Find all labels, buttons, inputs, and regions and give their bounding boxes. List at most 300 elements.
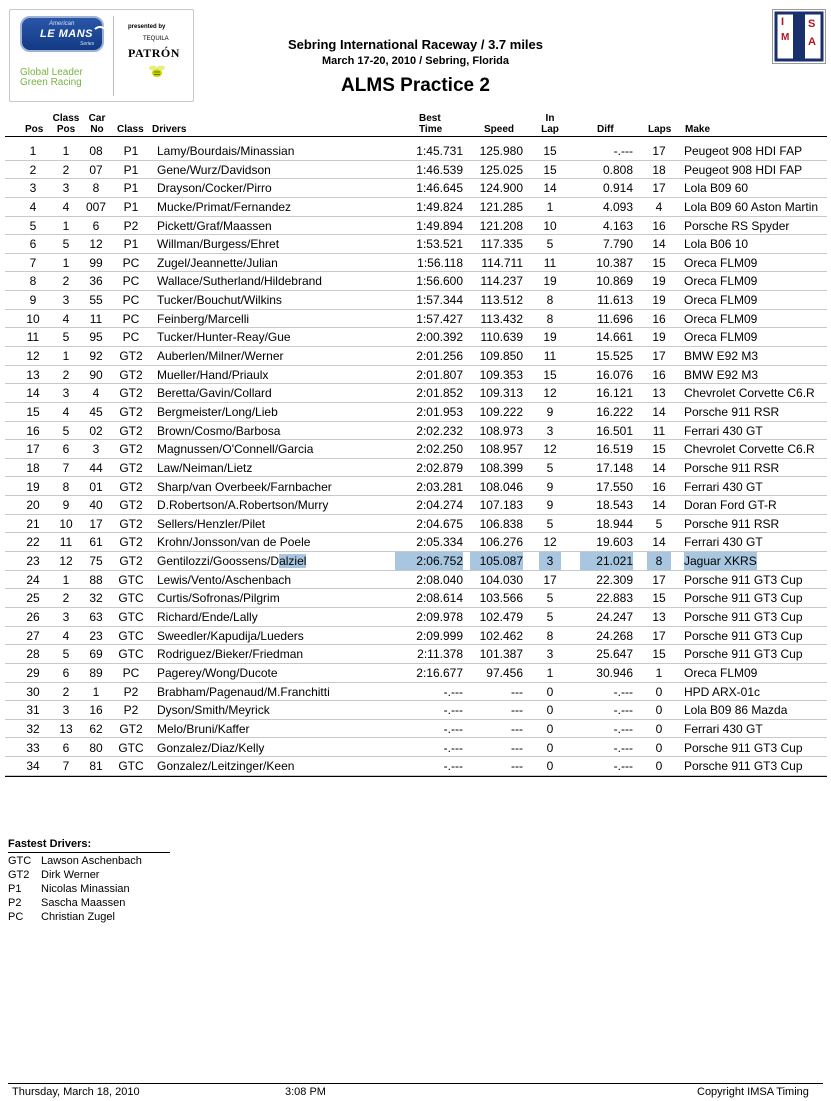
cell-in-lap: 9 <box>546 404 554 419</box>
cell-drivers: Lewis/Vento/Aschenbach <box>157 572 292 587</box>
cell-speed: 109.313 <box>479 386 523 401</box>
cell-best-time: 2:01.256 <box>416 349 463 364</box>
fastest-driver-name: Sascha Maassen <box>41 897 126 909</box>
cell-class: P1 <box>123 199 139 214</box>
cell-in-lap: 0 <box>546 721 554 736</box>
cell-class: PC <box>122 311 140 326</box>
cell-diff: 19.603 <box>596 535 633 550</box>
cell-class: GTC <box>118 610 144 625</box>
table-end-rule <box>5 776 827 777</box>
cell-car-no: 62 <box>89 721 103 736</box>
cell-in-lap: 15 <box>543 144 557 158</box>
cell-best-time: -.--- <box>443 721 463 736</box>
cell-make: Peugeot 908 HDI FAP <box>684 162 803 177</box>
cell-best-time: 2:01.807 <box>416 367 463 382</box>
cell-class: GT2 <box>119 460 143 475</box>
fastest-driver-class: GTC <box>8 855 32 867</box>
cell-laps: 14 <box>652 404 666 419</box>
cell-in-lap: 12 <box>543 386 557 401</box>
table-row <box>0 403 831 422</box>
cell-laps: 15 <box>652 255 666 270</box>
cell-pos: 30 <box>26 684 40 699</box>
table-row <box>0 459 831 478</box>
cell-pos: 16 <box>26 423 40 438</box>
cell-class-pos: 1 <box>62 144 70 158</box>
cell-class-pos: 11 <box>59 535 73 550</box>
cell-in-lap: 5 <box>546 516 554 531</box>
table-row <box>0 478 831 497</box>
cell-drivers: Feinberg/Marcelli <box>157 311 250 326</box>
cell-best-time: 1:56.600 <box>416 274 463 289</box>
cell-best-time: -.--- <box>443 759 463 774</box>
table-row <box>0 272 831 291</box>
imsa-letter-m: M <box>781 32 790 43</box>
cell-speed: --- <box>511 759 523 774</box>
cell-pos: 6 <box>29 237 37 252</box>
page-title: ALMS Practice 2 <box>341 75 490 96</box>
cell-class-pos: 5 <box>62 330 70 345</box>
cell-class-pos: 12 <box>59 554 73 569</box>
cell-make: Porsche RS Spyder <box>684 218 790 233</box>
cell-pos: 14 <box>26 386 40 401</box>
cell-class-pos: 2 <box>62 162 70 177</box>
cell-class: GT2 <box>119 721 143 736</box>
cell-class: GTC <box>118 647 144 662</box>
cell-best-time: 2:06.752 <box>395 552 463 570</box>
cell-laps: 15 <box>652 591 666 606</box>
cell-car-no: 88 <box>89 572 103 587</box>
cell-make: BMW E92 M3 <box>684 367 759 382</box>
cell-best-time: 2:04.274 <box>416 498 463 513</box>
cell-make: Porsche 911 GT3 Cup <box>684 591 803 606</box>
cell-car-no: 02 <box>89 423 103 438</box>
fastest-driver-class: P2 <box>8 897 22 909</box>
table-row <box>0 217 831 236</box>
cell-class: GT2 <box>119 516 143 531</box>
cell-car-no: 81 <box>89 759 103 774</box>
cell-pos: 33 <box>26 740 40 755</box>
cell-class-pos: 3 <box>62 181 70 196</box>
col-header-make: Make <box>685 124 711 135</box>
cell-pos: 24 <box>26 572 40 587</box>
cell-make: Ferrari 430 GT <box>684 423 763 438</box>
cell-best-time: 2:02.879 <box>416 460 463 475</box>
cell-diff: -.--- <box>613 759 633 774</box>
cell-diff: 18.543 <box>596 498 633 513</box>
col-header-class-pos-line1: Class <box>52 113 80 124</box>
cell-car-no: 40 <box>89 498 103 513</box>
cell-pos: 12 <box>26 349 40 364</box>
header-rule <box>5 136 827 137</box>
cell-diff: 0.914 <box>602 181 633 196</box>
cell-drivers: Tucker/Bouchut/Wilkins <box>157 293 282 308</box>
alms-logo-series-text: Series <box>80 41 95 47</box>
tagline-line-2: Green Racing <box>20 77 82 88</box>
cell-car-no: 12 <box>89 237 103 252</box>
cell-make: Oreca FLM09 <box>684 255 758 270</box>
fastest-driver-item <box>8 869 208 883</box>
table-row <box>0 254 831 273</box>
cell-class: GT2 <box>119 404 143 419</box>
cell-diff: 11.696 <box>597 311 633 326</box>
fastest-driver-name: Lawson Aschenbach <box>41 855 142 867</box>
cell-in-lap: 5 <box>546 460 554 475</box>
cell-laps: 19 <box>652 330 666 345</box>
table-row <box>0 552 831 571</box>
cell-in-lap: 5 <box>546 237 554 252</box>
fastest-driver-item <box>8 855 208 869</box>
cell-in-lap: 0 <box>546 740 554 755</box>
cell-laps: 14 <box>652 237 666 252</box>
cell-make: Porsche 911 RSR <box>684 516 780 531</box>
cell-diff: -.--- <box>613 144 633 158</box>
sponsor-tequila: TEQUILA <box>143 36 169 42</box>
cell-pos: 11 <box>26 330 40 345</box>
cell-speed: 97.456 <box>486 665 523 680</box>
table-row <box>0 571 831 590</box>
cell-pos: 19 <box>26 479 40 494</box>
cell-pos: 4 <box>29 199 37 214</box>
cell-best-time: 2:16.677 <box>416 665 463 680</box>
cell-laps: 0 <box>655 759 663 774</box>
cell-pos: 17 <box>26 442 40 457</box>
cell-in-lap: 0 <box>546 703 554 718</box>
cell-make: Porsche 911 GT3 Cup <box>684 759 803 774</box>
cell-class-pos: 2 <box>62 684 70 699</box>
cell-class-pos: 9 <box>62 498 70 513</box>
cell-best-time: 2:09.978 <box>416 610 463 625</box>
cell-car-no: 80 <box>89 740 103 755</box>
cell-diff: 11.613 <box>597 293 633 308</box>
cell-speed: --- <box>511 740 523 755</box>
cell-class: PC <box>122 665 140 680</box>
cell-speed: 125.025 <box>479 162 523 177</box>
col-header-diff: Diff <box>597 124 614 135</box>
tagline-line-1: Global Leader <box>20 67 83 78</box>
cell-class: GT2 <box>119 498 143 513</box>
cell-diff: 15.525 <box>596 349 633 364</box>
cell-class-pos: 4 <box>62 628 70 643</box>
cell-best-time: 2:00.392 <box>416 330 463 345</box>
cell-class: P2 <box>123 218 139 233</box>
cell-laps: 17 <box>652 628 666 643</box>
table-row <box>0 496 831 515</box>
cell-make: Peugeot 908 HDI FAP <box>684 144 803 158</box>
cell-drivers: Richard/Ende/Lally <box>157 610 258 625</box>
cell-class-pos: 4 <box>62 404 70 419</box>
imsa-letter-i: I <box>781 16 785 28</box>
cell-laps: 13 <box>652 386 666 401</box>
table-row <box>0 161 831 180</box>
cell-car-no: 32 <box>89 591 103 606</box>
cell-drivers: Bergmeister/Long/Lieb <box>157 404 278 419</box>
col-header-car-no-line2: No <box>90 124 104 135</box>
cell-class: GTC <box>118 740 144 755</box>
fastest-driver-name: Dirk Werner <box>41 869 100 881</box>
cell-car-no: 6 <box>92 218 100 233</box>
table-row <box>0 664 831 683</box>
cell-make: Oreca FLM09 <box>684 293 758 308</box>
cell-pos: 28 <box>26 647 40 662</box>
cell-laps: 19 <box>652 293 666 308</box>
cell-speed: 121.208 <box>479 218 523 233</box>
cell-drivers: Sellers/Henzler/Pilet <box>157 516 266 531</box>
table-row <box>0 720 831 739</box>
cell-best-time: 2:02.250 <box>416 442 463 457</box>
cell-pos: 31 <box>26 703 40 718</box>
cell-diff: 22.309 <box>596 572 633 587</box>
cell-speed: 113.512 <box>480 293 523 308</box>
cell-drivers: Dyson/Smith/Meyrick <box>157 703 270 718</box>
cell-make: Doran Ford GT-R <box>684 498 777 513</box>
cell-class-pos: 10 <box>59 516 73 531</box>
cell-car-no: 11 <box>89 311 103 326</box>
cell-in-lap: 9 <box>546 479 554 494</box>
cell-best-time: 1:56.118 <box>417 255 463 270</box>
cell-make: Lola B06 10 <box>684 237 749 252</box>
cell-car-no: 90 <box>89 367 103 382</box>
cell-diff: 4.093 <box>602 199 633 214</box>
cell-class-pos: 5 <box>62 237 70 252</box>
cell-class: GT2 <box>119 479 143 494</box>
cell-drivers: Zugel/Jeannette/Julian <box>157 255 278 270</box>
cell-in-lap: 10 <box>543 218 557 233</box>
cell-class: P2 <box>123 684 139 699</box>
cell-car-no: 45 <box>89 404 103 419</box>
cell-make: Porsche 911 RSR <box>684 404 780 419</box>
cell-class: P1 <box>123 162 139 177</box>
cell-in-lap: 12 <box>543 535 557 550</box>
cell-class-pos: 5 <box>62 423 70 438</box>
cell-make: Oreca FLM09 <box>684 311 758 326</box>
cell-speed: 108.957 <box>479 442 523 457</box>
cell-laps: 17 <box>652 144 666 158</box>
cell-speed: 114.711 <box>481 255 523 270</box>
footer-date: Thursday, March 18, 2010 <box>12 1086 140 1098</box>
cell-make: Lola B09 60 Aston Martin <box>684 199 819 214</box>
cell-pos: 27 <box>26 628 40 643</box>
cell-make: Oreca FLM09 <box>684 330 758 345</box>
cell-drivers: Curtis/Sofronas/Pilgrim <box>157 591 280 606</box>
cell-drivers-highlighted-part: alziel <box>279 554 307 569</box>
cell-drivers <box>157 552 306 570</box>
cell-best-time: 1:49.894 <box>416 218 463 233</box>
cell-class-pos: 2 <box>62 367 70 382</box>
cell-pos: 10 <box>26 311 40 326</box>
cell-speed: 110.639 <box>480 330 523 345</box>
cell-class: GTC <box>118 572 144 587</box>
cell-diff: 4.163 <box>602 218 633 233</box>
cell-pos: 21 <box>26 516 40 531</box>
cell-car-no: 75 <box>89 554 103 569</box>
fastest-driver-item <box>8 897 208 911</box>
cell-make: Ferrari 430 GT <box>684 535 763 550</box>
cell-car-no: 95 <box>89 330 103 345</box>
cell-laps: 13 <box>652 610 666 625</box>
cell-drivers: Gonzalez/Diaz/Kelly <box>157 740 265 755</box>
cell-class: P1 <box>123 181 139 196</box>
cell-best-time: 2:03.281 <box>416 479 463 494</box>
table-row <box>0 422 831 441</box>
cell-speed: 121.285 <box>479 199 523 214</box>
footer-time: 3:08 PM <box>285 1086 326 1098</box>
col-header-class: Class <box>117 124 144 135</box>
cell-diff: 21.021 <box>580 552 633 570</box>
cell-class: GT2 <box>119 386 143 401</box>
cell-class-pos: 4 <box>62 311 70 326</box>
cell-speed: 113.432 <box>480 311 523 326</box>
cell-class-pos: 5 <box>62 647 70 662</box>
table-row <box>0 683 831 702</box>
cell-class: PC <box>122 274 140 289</box>
cell-pos: 15 <box>26 404 40 419</box>
cell-drivers: Pagerey/Wong/Ducote <box>157 665 278 680</box>
cell-pos: 25 <box>26 591 40 606</box>
cell-diff: 16.222 <box>596 404 633 419</box>
cell-best-time: -.--- <box>443 684 463 699</box>
cell-best-time: 1:45.731 <box>416 144 463 158</box>
cell-class-pos: 6 <box>62 442 70 457</box>
cell-in-lap: 11 <box>543 349 557 364</box>
cell-speed: --- <box>511 721 523 736</box>
cell-make: Porsche 911 GT3 Cup <box>684 572 803 587</box>
cell-make: Porsche 911 GT3 Cup <box>684 610 803 625</box>
cell-car-no: 89 <box>89 665 103 680</box>
fastest-driver-class: GT2 <box>8 869 30 881</box>
cell-drivers: Magnussen/O'Connell/Garcia <box>157 442 314 457</box>
cell-diff: 16.519 <box>596 442 633 457</box>
cell-in-lap: 5 <box>546 610 554 625</box>
cell-car-no: 69 <box>89 647 103 662</box>
cell-diff: -.--- <box>613 684 633 699</box>
cell-car-no: 1 <box>92 684 100 699</box>
col-header-best-time <box>419 113 442 135</box>
cell-diff: 10.387 <box>596 255 633 270</box>
fastest-driver-item <box>8 883 208 897</box>
cell-diff: 16.121 <box>596 386 633 401</box>
table-row <box>0 235 831 254</box>
table-row <box>0 627 831 646</box>
cell-car-no: 92 <box>89 349 103 364</box>
cell-pos: 9 <box>29 293 37 308</box>
cell-make: Porsche 911 RSR <box>684 460 780 475</box>
col-header-best-time-line2: Time <box>419 124 443 135</box>
table-row <box>0 291 831 310</box>
cell-make: Lola B09 60 <box>684 181 749 196</box>
cell-in-lap: 5 <box>546 591 554 606</box>
fastest-drivers-title: Fastest Drivers: <box>8 838 92 850</box>
cell-speed: 105.087 <box>470 552 523 570</box>
cell-in-lap: 8 <box>546 628 554 643</box>
table-row <box>0 533 831 552</box>
fastest-driver-name: Christian Zugel <box>41 911 115 923</box>
cell-diff: -.--- <box>613 740 633 755</box>
cell-class-pos: 7 <box>62 759 70 774</box>
cell-make: Oreca FLM09 <box>684 665 758 680</box>
cell-pos: 2 <box>29 162 37 177</box>
cell-in-lap: 8 <box>546 311 554 326</box>
cell-laps: 16 <box>652 311 666 326</box>
cell-class: GT2 <box>119 442 143 457</box>
cell-best-time: 2:05.334 <box>416 535 463 550</box>
cell-car-no: 007 <box>85 199 107 214</box>
cell-drivers-part: Gentilozzi/Goossens/D <box>157 554 280 569</box>
sponsor-brand: PATRÓN <box>128 46 180 60</box>
cell-laps: 11 <box>652 423 666 438</box>
cell-drivers: Auberlen/Milner/Werner <box>157 349 284 364</box>
cell-best-time: -.--- <box>443 703 463 718</box>
cell-car-no: 61 <box>89 535 103 550</box>
fastest-driver-item <box>8 911 208 925</box>
cell-pos: 7 <box>29 255 37 270</box>
cell-class-pos: 6 <box>62 665 70 680</box>
cell-in-lap: 3 <box>539 552 561 570</box>
table-row <box>0 589 831 608</box>
footer-copyright: Copyright IMSA Timing <box>697 1086 809 1098</box>
cell-best-time: 2:04.675 <box>416 516 463 531</box>
cell-pos: 32 <box>26 721 40 736</box>
cell-in-lap: 1 <box>546 199 554 214</box>
cell-pos: 18 <box>26 460 40 475</box>
cell-speed: 125.980 <box>479 144 523 158</box>
cell-car-no: 3 <box>92 442 100 457</box>
col-header-laps: Laps <box>648 124 672 135</box>
cell-laps: 16 <box>652 479 666 494</box>
cell-car-no: 55 <box>89 293 103 308</box>
cell-speed: --- <box>511 703 523 718</box>
cell-best-time: 2:08.040 <box>416 572 463 587</box>
cell-laps: 17 <box>652 349 666 364</box>
table-row <box>0 179 831 198</box>
col-header-pos: Pos <box>25 124 44 135</box>
cell-drivers: Lamy/Bourdais/Minassian <box>157 144 295 158</box>
cell-speed: 117.335 <box>480 237 523 252</box>
cell-car-no: 01 <box>89 479 103 494</box>
cell-diff: 10.869 <box>596 274 633 289</box>
cell-drivers: Mucke/Primat/Fernandez <box>157 199 292 214</box>
cell-laps: 16 <box>652 367 666 382</box>
cell-make: Lola B09 86 Mazda <box>684 703 788 718</box>
cell-best-time: 1:57.427 <box>416 311 463 326</box>
cell-best-time: 1:57.344 <box>416 293 463 308</box>
cell-pos: 34 <box>26 759 40 774</box>
cell-drivers: Krohn/Jonsson/van de Poele <box>157 535 311 550</box>
cell-laps: 0 <box>655 703 663 718</box>
cell-drivers: D.Robertson/A.Robertson/Murry <box>157 498 329 513</box>
cell-speed: 108.046 <box>479 479 523 494</box>
cell-pos: 8 <box>29 274 37 289</box>
col-header-in-lap-line2: Lap <box>541 124 559 135</box>
cell-class: GT2 <box>119 367 143 382</box>
cell-class: P1 <box>123 237 139 252</box>
cell-speed: 124.900 <box>479 181 523 196</box>
cell-best-time: 2:09.999 <box>416 628 463 643</box>
col-header-in-lap-line1: In <box>545 113 555 124</box>
cell-drivers: Brabham/Pagenaud/M.Franchitti <box>157 684 330 699</box>
cell-speed: 103.566 <box>479 591 523 606</box>
cell-speed: 102.462 <box>479 628 523 643</box>
col-header-drivers: Drivers <box>152 124 187 135</box>
cell-pos: 20 <box>26 498 40 513</box>
cell-in-lap: 3 <box>546 423 554 438</box>
cell-pos: 3 <box>29 181 37 196</box>
cell-best-time: 1:46.539 <box>416 162 463 177</box>
cell-car-no: 17 <box>89 516 103 531</box>
cell-diff: 22.883 <box>596 591 633 606</box>
cell-best-time: 1:46.645 <box>416 181 463 196</box>
cell-drivers: Tucker/Hunter-Reay/Gue <box>157 330 291 345</box>
fastest-driver-class: P1 <box>8 883 22 895</box>
